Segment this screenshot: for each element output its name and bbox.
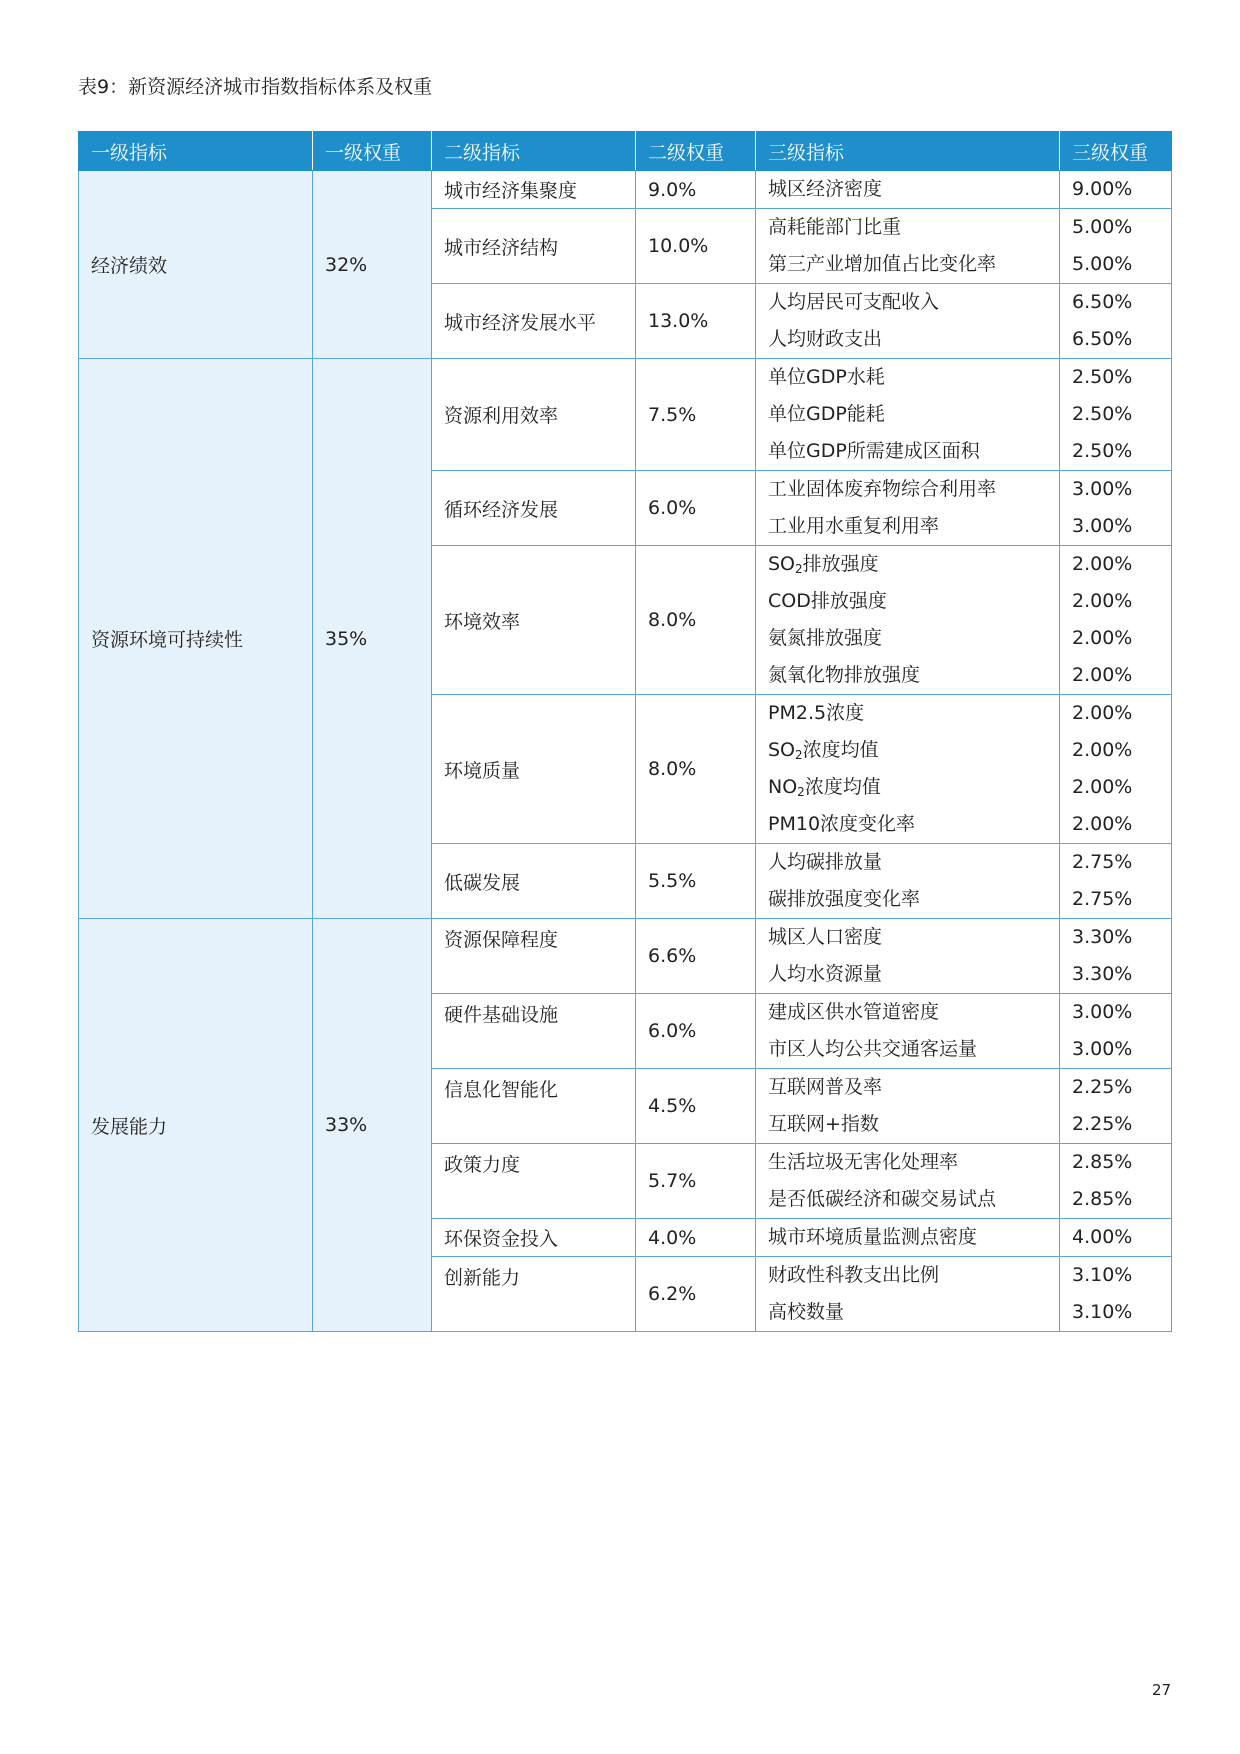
level3-indicator-name (768, 881, 1059, 918)
level3-indicator-name (768, 732, 1059, 769)
level3-indicator-cell (756, 1069, 1060, 1144)
indicator-text-rest: 排放强度 (802, 553, 879, 575)
indicator-text: 人均碳排放量 (768, 851, 883, 873)
level2-indicator-cell: 环保资金投入 (432, 1219, 636, 1257)
level3-indicator-name (768, 1031, 1059, 1068)
level3-weight-value: 5.00% (1072, 216, 1133, 238)
level3-indicator-cell (756, 695, 1060, 844)
header-level3-indicator: 三级指标 (756, 132, 1060, 171)
level3-indicator-name (768, 956, 1059, 993)
level3-weight-value: 3.10% (1072, 1264, 1133, 1286)
level3-weight-value: 3.30% (1072, 926, 1133, 948)
indicator-text: SO (768, 553, 796, 575)
indicator-text: 工业用水重复利用率 (768, 515, 940, 537)
indicator-text: 人均居民可支配收入 (768, 291, 940, 313)
level2-weight-cell: 6.0% (636, 471, 756, 546)
indicator-text: 工业固体废弃物综合利用率 (768, 478, 997, 500)
level3-indicator-name (768, 919, 1059, 956)
level3-weight-value: 6.50% (1072, 291, 1133, 313)
indicator-text: 城区人口密度 (768, 926, 883, 948)
level3-indicator-cell (756, 359, 1060, 471)
level3-indicator-name (768, 396, 1059, 433)
indicator-text: 高校数量 (768, 1301, 845, 1323)
level3-indicator-cell (756, 209, 1060, 284)
level3-weight-value: 2.00% (1072, 553, 1133, 575)
level3-indicator-cell (756, 994, 1060, 1069)
level3-weight-value: 5.00% (1072, 253, 1133, 275)
indicator-text: PM2.5浓度 (768, 702, 865, 724)
header-level3-weight: 三级权重 (1060, 132, 1172, 171)
table-row (79, 171, 1172, 209)
subscript-text: 2 (797, 785, 805, 799)
level2-weight-cell: 5.5% (636, 844, 756, 919)
indicator-text: PM10浓度变化率 (768, 813, 916, 835)
level3-indicator-name (768, 1219, 1059, 1256)
level3-indicator-cell (756, 844, 1060, 919)
table-caption: 表9：新资源经济城市指数指标体系及权重 (78, 76, 433, 98)
level2-weight-cell: 4.5% (636, 1069, 756, 1144)
level3-indicator-cell (756, 919, 1060, 994)
level3-weight-value: 2.85% (1072, 1188, 1133, 1210)
level1-weight-cell: 33% (313, 919, 432, 1332)
indicator-text: 生活垃圾无害化处理率 (768, 1151, 959, 1173)
level3-weight-cell (1060, 209, 1172, 284)
level2-indicator-cell: 创新能力 (432, 1257, 636, 1332)
level3-indicator-name (768, 657, 1059, 694)
level2-indicator-cell: 城市经济结构 (432, 209, 636, 284)
indicator-text: SO (768, 739, 796, 761)
level3-indicator-name (768, 246, 1059, 283)
level3-weight-cell (1060, 284, 1172, 359)
indicator-text: 单位GDP所需建成区面积 (768, 440, 980, 462)
level3-weight-cell (1060, 1257, 1172, 1332)
level1-indicator-cell: 资源环境可持续性 (79, 359, 313, 919)
indicator-text: 第三产业增加值占比变化率 (768, 253, 997, 275)
level3-weight-cell (1060, 471, 1172, 546)
header-level2-indicator: 二级指标 (432, 132, 636, 171)
level3-indicator-name (768, 620, 1059, 657)
level3-indicator-cell (756, 1257, 1060, 1332)
level3-weight-value: 4.00% (1072, 1226, 1133, 1248)
level3-indicator-name (768, 1144, 1059, 1181)
level3-indicator-name (768, 994, 1059, 1031)
level2-weight-cell: 7.5% (636, 359, 756, 471)
level3-indicator-name (768, 471, 1059, 508)
level2-indicator-cell: 循环经济发展 (432, 471, 636, 546)
level3-weight-value: 3.00% (1072, 1001, 1133, 1023)
level2-weight-cell: 6.2% (636, 1257, 756, 1332)
level2-indicator-cell: 硬件基础设施 (432, 994, 636, 1069)
level2-indicator-cell: 环境质量 (432, 695, 636, 844)
indicator-text: NO (768, 776, 798, 798)
level3-indicator-name (768, 546, 1059, 583)
level3-weight-value: 3.00% (1072, 1038, 1133, 1060)
table-header (79, 132, 1172, 171)
level2-indicator-cell: 信息化智能化 (432, 1069, 636, 1144)
subscript-text: 2 (795, 562, 803, 576)
level3-indicator-name (768, 171, 1059, 208)
indicator-text: 碳排放强度变化率 (768, 888, 921, 910)
indicator-text: 氮氧化物排放强度 (768, 664, 921, 686)
level2-indicator-cell: 低碳发展 (432, 844, 636, 919)
level3-indicator-name (768, 583, 1059, 620)
level3-weight-value: 6.50% (1072, 328, 1133, 350)
indicator-text: 互联网普及率 (768, 1076, 883, 1098)
table-body (79, 171, 1172, 1332)
level3-weight-value: 2.00% (1072, 664, 1133, 686)
level3-indicator-name (768, 1257, 1059, 1294)
level3-indicator-name (768, 1069, 1059, 1106)
level3-indicator-name (768, 1294, 1059, 1331)
level1-indicator-cell: 发展能力 (79, 919, 313, 1332)
indicator-text: 财政性科教支出比例 (768, 1264, 940, 1286)
level3-weight-cell (1060, 1219, 1172, 1257)
indicator-text: 单位GDP能耗 (768, 403, 885, 425)
level3-indicator-name (768, 769, 1059, 806)
level3-indicator-name (768, 359, 1059, 396)
indicator-text: 氨氮排放强度 (768, 627, 883, 649)
level3-weight-value: 2.85% (1072, 1151, 1133, 1173)
level3-weight-value: 2.00% (1072, 702, 1133, 724)
level2-weight-cell: 10.0% (636, 209, 756, 284)
level3-weight-value: 2.00% (1072, 590, 1133, 612)
indicator-text: 是否低碳经济和碳交易试点 (768, 1188, 997, 1210)
level3-indicator-name (768, 321, 1059, 358)
level3-indicator-cell (756, 171, 1060, 209)
level3-weight-cell (1060, 919, 1172, 994)
level2-indicator-cell: 城市经济集聚度 (432, 171, 636, 209)
indicator-text: 城市环境质量监测点密度 (768, 1226, 978, 1248)
header-level2-weight: 二级权重 (636, 132, 756, 171)
level3-weight-value: 2.75% (1072, 888, 1133, 910)
level3-weight-value: 2.00% (1072, 627, 1133, 649)
level3-indicator-cell (756, 471, 1060, 546)
level3-weight-value: 9.00% (1072, 178, 1133, 200)
level3-weight-cell (1060, 359, 1172, 471)
level2-indicator-cell: 城市经济发展水平 (432, 284, 636, 359)
level1-weight-cell: 35% (313, 359, 432, 919)
level3-weight-value: 2.25% (1072, 1113, 1133, 1135)
level3-indicator-name (768, 284, 1059, 321)
indicator-text: 单位GDP水耗 (768, 366, 885, 388)
level3-indicator-cell (756, 284, 1060, 359)
indicator-text: 人均财政支出 (768, 328, 883, 350)
indicator-text: COD排放强度 (768, 590, 887, 612)
level3-indicator-name (768, 695, 1059, 732)
level3-weight-cell (1060, 171, 1172, 209)
indicator-text: 城区经济密度 (768, 178, 883, 200)
level3-indicator-name (768, 1181, 1059, 1218)
level3-weight-value: 2.00% (1072, 776, 1133, 798)
indicator-text: 人均水资源量 (768, 963, 883, 985)
level2-indicator-cell: 资源保障程度 (432, 919, 636, 994)
table-row (79, 359, 1172, 471)
level2-weight-cell: 6.0% (636, 994, 756, 1069)
level3-weight-value: 2.50% (1072, 366, 1133, 388)
level3-indicator-cell (756, 546, 1060, 695)
level3-weight-value: 2.25% (1072, 1076, 1133, 1098)
level2-weight-cell: 8.0% (636, 546, 756, 695)
level3-indicator-name (768, 806, 1059, 843)
level3-weight-value: 2.00% (1072, 739, 1133, 761)
level3-weight-cell (1060, 546, 1172, 695)
level2-indicator-cell: 政策力度 (432, 1144, 636, 1219)
level2-weight-cell: 5.7% (636, 1144, 756, 1219)
level2-indicator-cell: 环境效率 (432, 546, 636, 695)
header-level1-weight: 一级权重 (313, 132, 432, 171)
indicator-text: 互联网+指数 (768, 1113, 879, 1135)
level3-weight-cell (1060, 1069, 1172, 1144)
indicator-text: 市区人均公共交通客运量 (768, 1038, 978, 1060)
subscript-text: 2 (795, 748, 803, 762)
index-weight-table (78, 131, 1172, 1332)
level2-weight-cell: 8.0% (636, 695, 756, 844)
level3-weight-cell (1060, 695, 1172, 844)
level3-indicator-name (768, 1106, 1059, 1143)
level3-indicator-name (768, 844, 1059, 881)
level3-weight-value: 3.00% (1072, 515, 1133, 537)
page-number: 27 (1152, 1681, 1172, 1699)
level3-weight-cell (1060, 994, 1172, 1069)
level3-indicator-cell (756, 1144, 1060, 1219)
level3-indicator-name (768, 209, 1059, 246)
level3-weight-value: 2.50% (1072, 440, 1133, 462)
level3-indicator-name (768, 433, 1059, 470)
level2-weight-cell: 4.0% (636, 1219, 756, 1257)
level3-weight-value: 2.00% (1072, 813, 1133, 835)
table-row (79, 919, 1172, 994)
indicator-text: 高耗能部门比重 (768, 216, 902, 238)
level3-weight-value: 3.00% (1072, 478, 1133, 500)
level3-indicator-cell (756, 1219, 1060, 1257)
level1-weight-cell: 32% (313, 171, 432, 359)
header-level1-indicator: 一级指标 (79, 132, 313, 171)
level2-indicator-cell: 资源利用效率 (432, 359, 636, 471)
level2-weight-cell: 9.0% (636, 171, 756, 209)
level3-weight-value: 3.30% (1072, 963, 1133, 985)
level3-weight-value: 3.10% (1072, 1301, 1133, 1323)
level3-weight-value: 2.75% (1072, 851, 1133, 873)
level3-indicator-name (768, 508, 1059, 545)
level2-weight-cell: 6.6% (636, 919, 756, 994)
level2-weight-cell: 13.0% (636, 284, 756, 359)
level3-weight-value: 2.50% (1072, 403, 1133, 425)
indicator-text: 建成区供水管道密度 (768, 1001, 940, 1023)
level3-weight-cell (1060, 844, 1172, 919)
indicator-text-rest: 浓度均值 (802, 739, 879, 761)
level1-indicator-cell: 经济绩效 (79, 171, 313, 359)
level3-weight-cell (1060, 1144, 1172, 1219)
header-row (79, 132, 1172, 171)
indicator-text-rest: 浓度均值 (804, 776, 881, 798)
